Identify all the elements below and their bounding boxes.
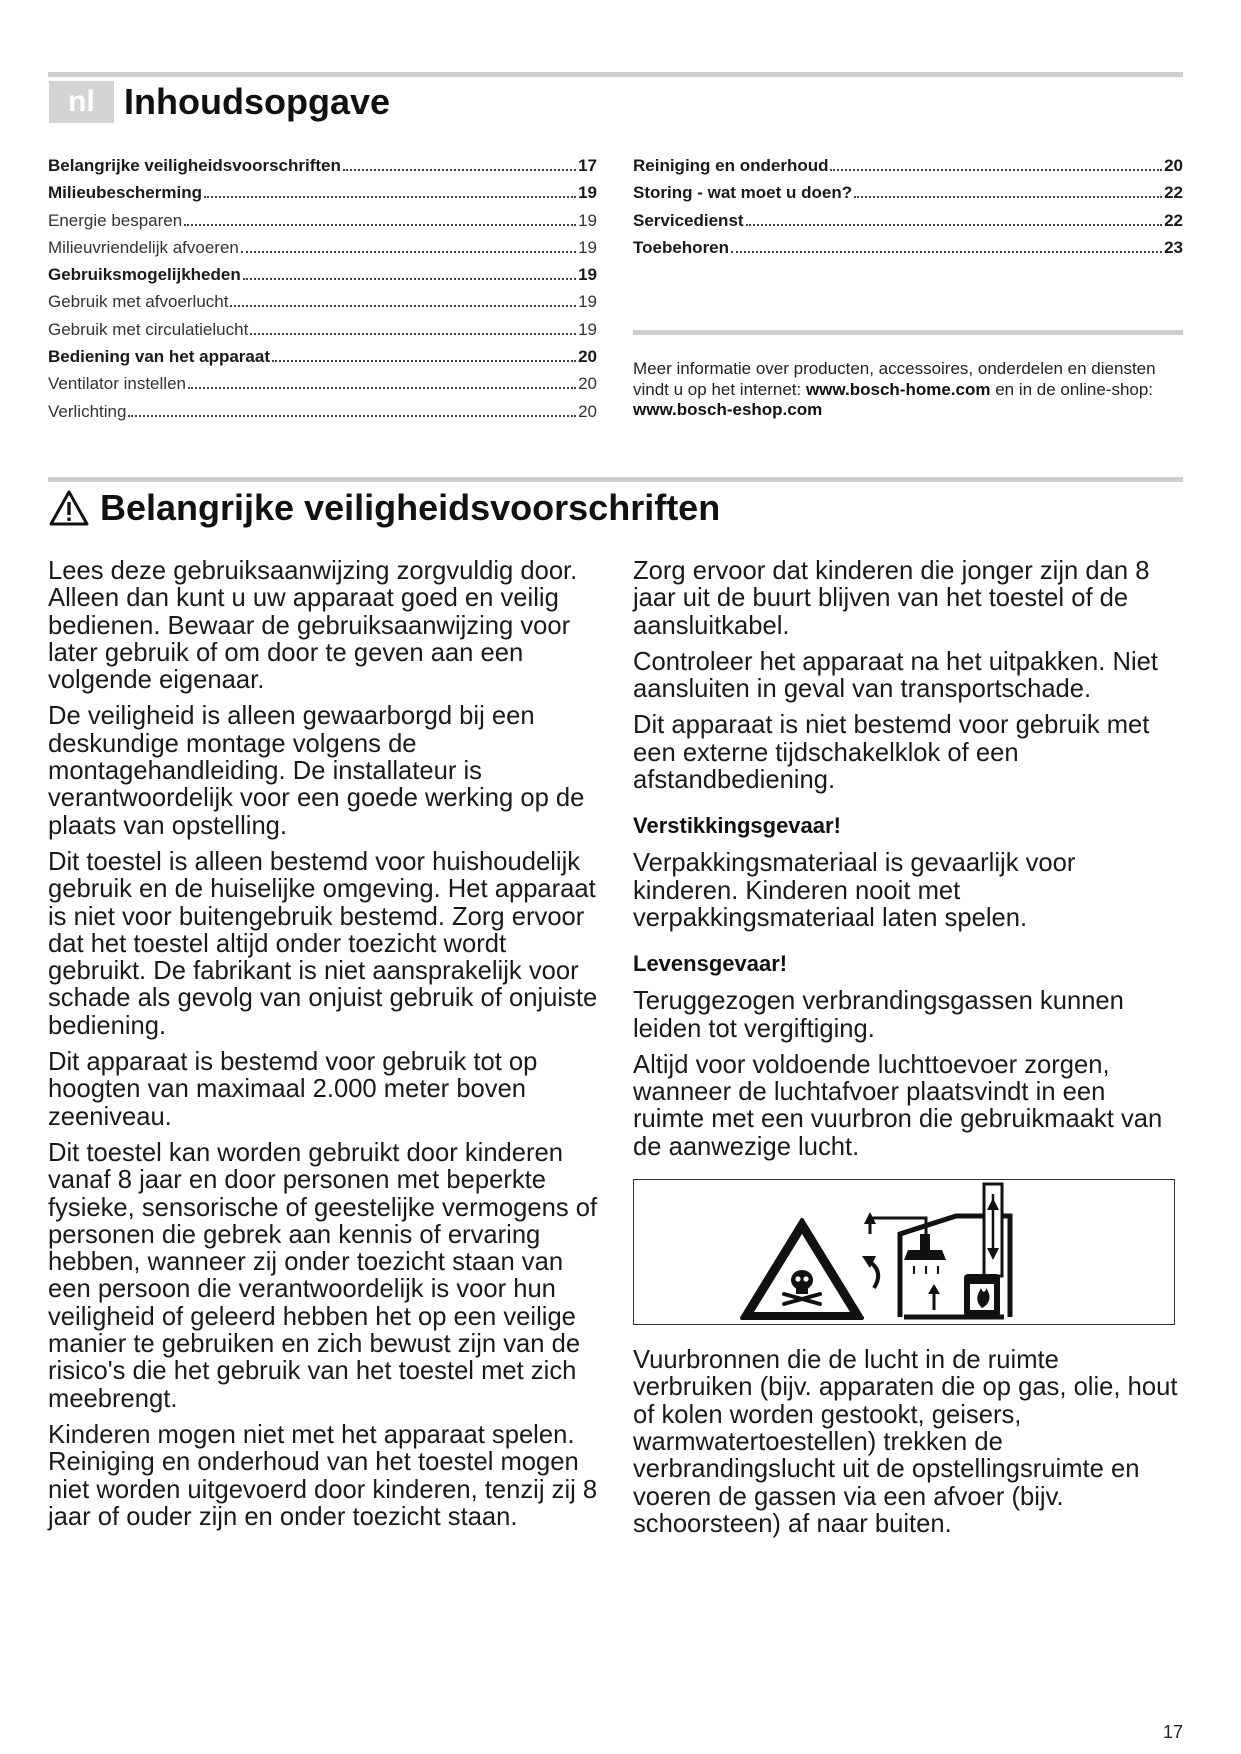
language-badge: nl <box>49 81 114 123</box>
paragraph: Kinderen mogen niet met het apparaat spelen. Reiniging en onderhoud van het toestel mogen niet worden uitgevoerd door kinderen, tenzij zij 8 jaar of ouder zijn en onder toezicht staan. <box>48 1420 598 1531</box>
suffocation-heading: Verstikkingsgevaar! <box>633 813 841 839</box>
paragraph: Controleer het apparaat na het uitpakken. Niet aansluiten in geval van transportschade. <box>633 647 1159 704</box>
toc-entry[interactable]: Reiniging en onderhoud 20 <box>633 156 1183 175</box>
toc-entry[interactable]: Verlichting 20 <box>48 401 597 421</box>
paragraph: Lees deze gebruiksaanwijzing zorgvuldig door. Alleen dan kunt u uw apparaat goed en veilig bedienen. Bewaar de gebruiksaanwijzing voor later gebruik of om door te geven aan een volgende eigenaar. <box>48 557 578 695</box>
section-heading <box>48 484 720 532</box>
toc-entry[interactable]: Toebehoren 23 <box>633 237 1183 257</box>
toc-entry[interactable]: Ventilator instellen 20 <box>48 374 597 394</box>
toxic-warning-triangle-icon <box>742 1220 862 1318</box>
paragraph: Teruggezogen verbrandingsgassen kunnen leiden tot vergiftiging. <box>633 987 1124 1043</box>
paragraph: Dit toestel is alleen bestemd voor huishoudelijk gebruik en de huiselijke omgeving. Het apparaat is niet voor buitengebruik bestemd. Zorg ervoor dat het toestel altijd onder toezicht wordt gebruikt. De fabrikant is niet aansprakelijk voor schade als gevolg van onjuist gebruik of onjuiste bediening. <box>48 847 598 1040</box>
paragraph: Dit toestel kan worden gebruikt door kinderen vanaf 8 jaar en door personen met beperkte fysieke, sensorische of geestelijke vermogens of personen die gebrek aan kennis of ervaring hebben, wanneer zij onder toezicht staan van een persoon die verantwoordelijk is voor hun veiligheid of geleerd hebben het op een veilige manier te gebruiken en zich bewust zijn van de risico's die het gebruik van het toestel met zich meebrengt. <box>48 1138 598 1413</box>
info-rule <box>633 330 1183 335</box>
toc-entry[interactable]: Gebruik met circulatielucht 19 <box>48 319 597 339</box>
toc-entry[interactable]: Gebruik met afvoerlucht 19 <box>48 292 597 312</box>
section-title: Belangrijke veiligheidsvoorschriften <box>100 487 721 528</box>
bosch-home-link[interactable]: www.bosch-home.com <box>805 379 991 399</box>
page-number: 17 <box>1162 1722 1183 1742</box>
bosch-eshop-link[interactable]: www.bosch-eshop.com <box>633 400 823 419</box>
paragraph: De veiligheid is alleen gewaarborgd bij een deskundige montage volgens de montagehandleiding. De installateur is verantwoordelijk voor een goede werking op de plaats van opstelling. <box>48 702 585 840</box>
toc-entry[interactable]: Belangrijke veiligheidsvoorschriften 17 <box>48 156 597 175</box>
more-info-text: Meer informatie over producten, accessoires, onderdelen en diensten vindt u op het internet: www.bosch-home.com en in de online-shop: www.bosch-eshop.com <box>633 359 1156 419</box>
paragraph: Vuurbronnen die de lucht in de ruimte verbruiken (bijv. apparaten die op gas, olie, hout of kolen worden gestookt, geisers, warmwatertoestellen) trekken de verbrandingslucht uit de opstellingsruimte en voeren de gassen via een afvoer (bijv. schoorsteen) af naar buiten. <box>633 1346 1178 1538</box>
paragraph: Verpakkingsmateriaal is gevaarlijk voor kinderen. Kinderen nooit met verpakkingsmateriaal laten spelen. <box>633 849 1076 932</box>
right-body-column <box>633 558 1183 1547</box>
toc-entry[interactable]: Bediening van het apparaat 20 <box>48 347 597 367</box>
toc-entry[interactable]: Storing - wat moet u doen? 22 <box>633 183 1183 203</box>
backdraft-arrow-icon <box>862 1256 878 1288</box>
toc-right-column <box>633 152 1183 261</box>
toc-left-column <box>48 152 597 425</box>
warning-triangle-icon <box>48 489 90 527</box>
toc-entry[interactable]: Milieubescherming 19 <box>48 183 597 203</box>
exhaust-warning-illustration <box>634 1180 1173 1323</box>
toc-entry[interactable]: Gebruiksmogelijkheden 19 <box>48 265 597 285</box>
stove-fire-icon <box>964 1274 1000 1317</box>
toc-entry[interactable]: Servicedienst 22 <box>633 210 1183 230</box>
left-body-column <box>48 558 600 1540</box>
danger-heading: Levensgevaar! <box>633 951 788 977</box>
chimney-icon <box>984 1184 1002 1276</box>
page-title: Inhoudsopgave <box>124 81 391 122</box>
paragraph: Dit apparaat is niet bestemd voor gebruik met een externe tijdschakelklok of een afstandbediening. <box>633 711 1150 795</box>
paragraph: Zorg ervoor dat kinderen die jonger zijn dan 8 jaar uit de buurt blijven van het toestel of de aansluitkabel. <box>633 557 1150 640</box>
airflow-up-arrow-icon <box>928 1284 940 1310</box>
exhaust-warning-figure <box>633 1179 1175 1325</box>
section-rule <box>48 477 1183 482</box>
toc-entry[interactable]: Milieuvriendelijk afvoeren 19 <box>48 237 597 257</box>
toc-entry[interactable]: Energie besparen 19 <box>48 210 597 230</box>
paragraph: Altijd voor voldoende luchttoevoer zorgen, wanneer de luchtafvoer plaatsvindt in een ruimte met een vuurbron die gebruikmaakt van de aanwezige lucht. <box>633 1050 1163 1161</box>
top-rule <box>48 72 1183 77</box>
paragraph: Dit apparaat is bestemd voor gebruik tot op hoogten van maximaal 2.000 meter boven zeeniveau. <box>48 1048 538 1131</box>
